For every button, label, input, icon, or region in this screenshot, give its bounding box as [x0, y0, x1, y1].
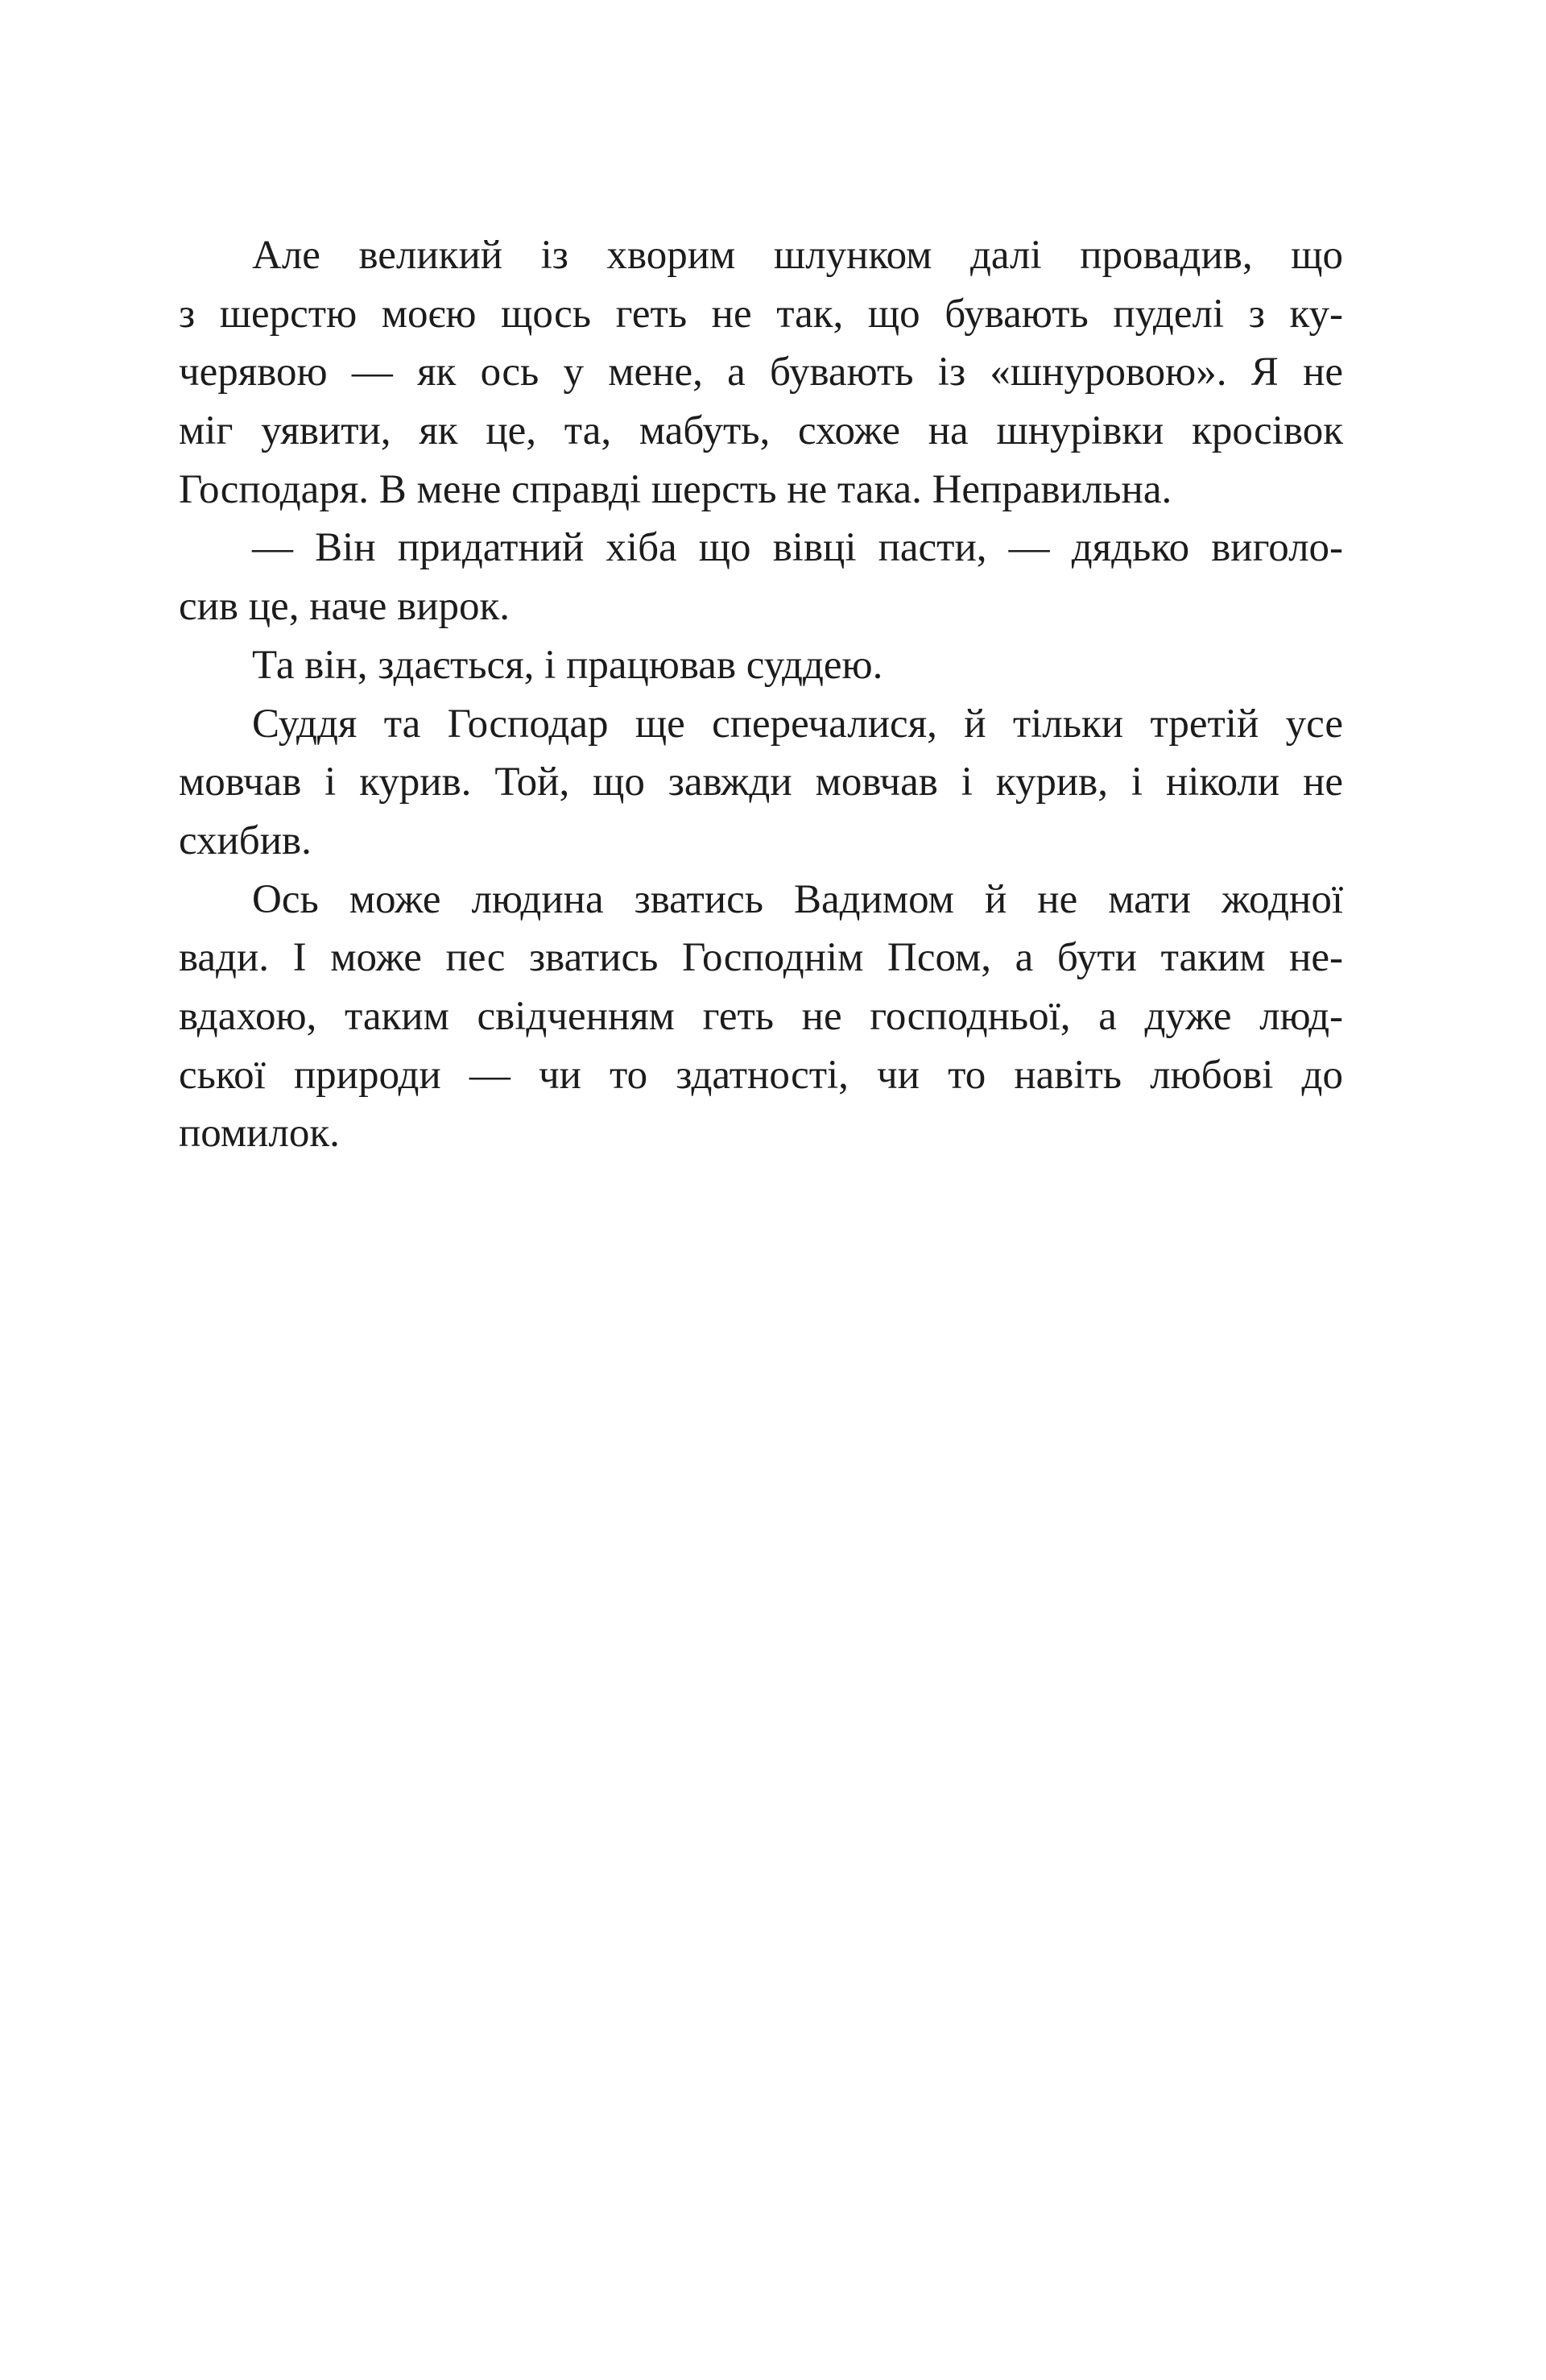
text-line: міг уявити, як це, та, мабуть, схоже на шнурівки кросівок: [179, 408, 1343, 454]
text-line: вдахою, таким свідченням геть не господньої, а дуже люд-: [179, 993, 1343, 1039]
text-line: мовчав і курив. Той, що завжди мовчав і курив, і ніколи не: [179, 760, 1343, 805]
text-line: Але великий із хворим шлунком далі провадив, що: [252, 233, 1343, 278]
text-line: вади. І може пес зватись Господнім Псом, а бути таким не-: [179, 935, 1343, 981]
text-line: з шерстю моєю щось геть не так, що бувають пуделі з ку-: [179, 291, 1343, 337]
text-line: помилок.: [179, 1111, 340, 1157]
text-line: схибив.: [179, 817, 312, 863]
text-line: Господаря. В мене справді шерсть не така. Неправильна.: [179, 466, 1172, 512]
text-line: — Він придатний хіба що вівці пасти, — дядько виголо-: [252, 525, 1343, 571]
text-line: ської природи — чи то здатності, чи то навіть любові до: [179, 1052, 1343, 1098]
text-line: Та він, здається, і працював суддею.: [252, 642, 883, 688]
text-line: сив це, наче вирок.: [179, 584, 511, 630]
text-line: Ось може людина зватись Вадимом й не мати жодної: [252, 876, 1343, 922]
text-line: Суддя та Господар ще сперечалися, й тільки третій усе: [252, 701, 1343, 747]
page-text-block: [179, 226, 1343, 1163]
text-line: черявою — як ось у мене, а бувають із «шнуровою». Я не: [179, 350, 1343, 395]
